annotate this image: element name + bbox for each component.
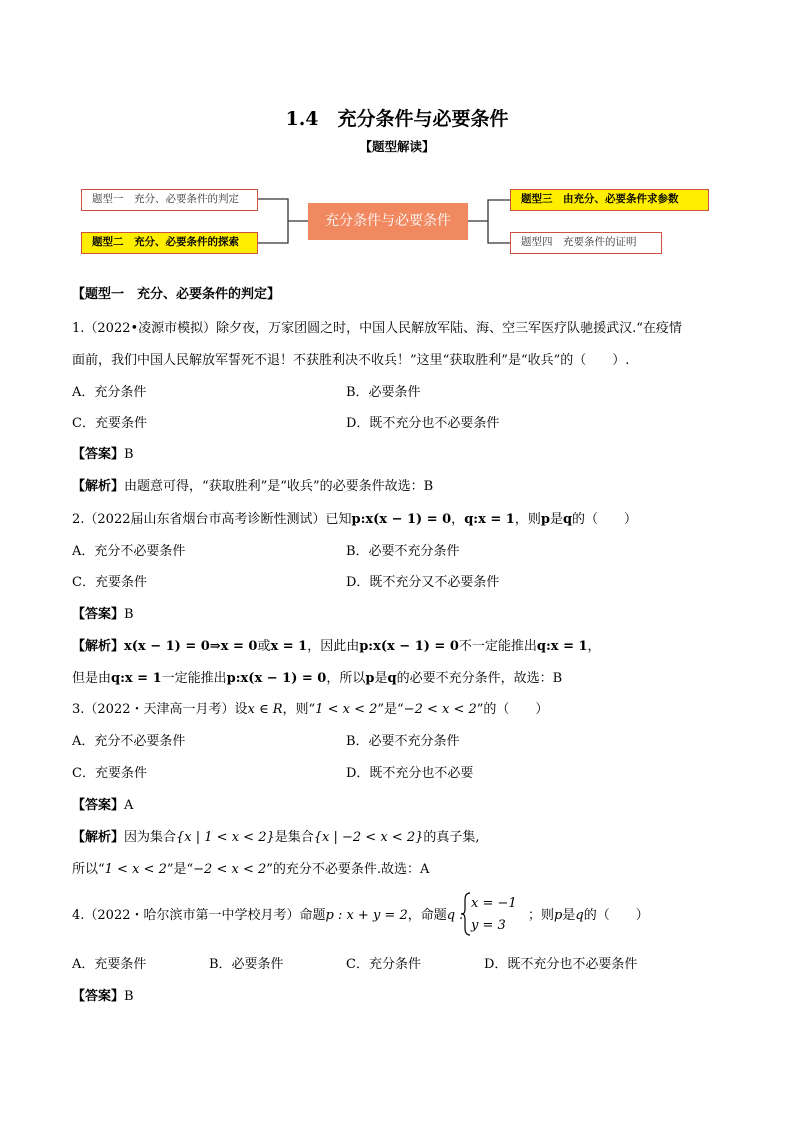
answer-value: B [124, 447, 134, 462]
section-heading: 【题型一 充分、必要条件的判定】 [72, 287, 281, 302]
q2-option-a: A．充分不必要条件 [72, 544, 186, 559]
q1-option-b: B．必要条件 [346, 385, 421, 400]
q2-a2-is: 是 [374, 671, 388, 686]
q2-a2-qq: q [387, 671, 397, 686]
answer-label: 【答案】 [72, 447, 125, 462]
q3-mid2: ”是“ [377, 702, 404, 717]
q3-mid1: ，则“ [282, 702, 316, 717]
q2-analysis-line2 [72, 667, 562, 686]
q3-answer [72, 794, 133, 813]
q4-stem-right [528, 904, 649, 923]
answer-label: 【答案】 [72, 989, 125, 1004]
mindmap-connectors [0, 0, 794, 300]
q4-option-d: D．既不充分也不必要条件 [484, 957, 638, 972]
mindmap-center: 充分条件与必要条件 [308, 203, 468, 240]
q4-prefix: 4.（2022・哈尔滨市第一中学校月考）命题 [72, 908, 326, 923]
q3-a2-start: 所以“ [72, 862, 105, 877]
analysis-label: 【解析】 [72, 830, 125, 845]
q2-a2-start: 但是由 [72, 671, 112, 686]
answer-value: B [124, 989, 134, 1004]
answer-value: A [124, 798, 134, 813]
q4-sys-eq1: x = −1 [471, 896, 517, 911]
q2-a1-end: 不一定能推出 [458, 639, 537, 654]
q4-option-c: C．充分条件 [346, 957, 421, 972]
q2-p: p [540, 512, 550, 527]
q3-a2-c1: 1 < x < 2 [104, 862, 167, 877]
q2-p-expr: p:x(x − 1) = 0 [351, 512, 452, 527]
q3-a1-set2: {x | −2 < x < 2} [313, 830, 424, 845]
page-title: 1.4 充分条件与必要条件 [285, 108, 509, 130]
q2-a1-comma: ， [587, 639, 601, 654]
q4-mid: ，命题 [407, 908, 447, 923]
q1-option-d: D．既不充分也不必要条件 [346, 416, 500, 431]
q3-cond1: 1 < x < 2 [315, 702, 378, 717]
answer-label: 【答案】 [72, 798, 125, 813]
q4-option-a: A．充要条件 [72, 957, 147, 972]
q2-a2-end: 的必要不充分条件，故选：B [396, 671, 563, 686]
q2-option-d: D．既不充分又不必要条件 [346, 575, 500, 590]
q2-a2-p: p:x(x − 1) = 0 [226, 671, 327, 686]
q4-is: 是 [562, 908, 576, 923]
q3-a1-end: 的真子集, [423, 830, 480, 845]
q2-is: 是 [549, 512, 563, 527]
q3-a2-c2: −2 < x < 2 [193, 862, 267, 877]
q4-q: q [575, 908, 584, 923]
q3-analysis-line2 [72, 858, 429, 877]
q3-analysis-line1 [72, 826, 480, 845]
q3-expr: x ∈ R [247, 702, 283, 717]
q3-a1-set1: {x | 1 < x < 2} [176, 830, 275, 845]
q2-then: ，则 [514, 512, 541, 527]
q2-a1-mid: ，因此由 [307, 639, 360, 654]
q4-p-expr: p : x + y = 2 [325, 908, 408, 923]
q2-of: 的（ ） [572, 512, 638, 527]
q2-a2-pp: p [365, 671, 375, 686]
q2-a2-mid: 一定能推出 [161, 671, 227, 686]
q3-a1-mid: 是集合 [274, 830, 314, 845]
q2-option-b: B．必要不充分条件 [346, 544, 460, 559]
q2-a1-x1: x = 1 [270, 639, 308, 654]
q2-prefix: 2.（2022届山东省烟台市高考诊断性测试）已知 [72, 512, 352, 527]
mindmap-node-type1: 题型一 充分、必要条件的判定 [81, 189, 258, 211]
q4-option-b: B．必要条件 [209, 957, 284, 972]
mindmap-node-type4: 题型四 充要条件的证明 [510, 232, 662, 254]
q2-answer [72, 603, 134, 622]
q3-option-a: A．充分不必要条件 [72, 734, 186, 749]
q2-sep: ， [451, 512, 465, 527]
page-subtitle: 【题型解读】 [359, 139, 435, 154]
q2-stem [72, 508, 637, 527]
q1-answer [72, 443, 134, 462]
q4-end-pre: ；则 [528, 908, 555, 923]
answer-label: 【答案】 [72, 607, 125, 622]
q2-a1-p: p:x(x − 1) = 0 [359, 639, 459, 654]
mindmap-node-type2: 题型二 充分、必要条件的探索 [81, 232, 258, 254]
q3-a1-start: 因为集合 [124, 830, 177, 845]
q3-option-d: D．既不充分也不必要 [346, 766, 474, 781]
q4-answer [72, 985, 134, 1004]
answer-value: B [124, 607, 134, 622]
q1-line2: 面前，我们中国人民解放军誓死不退！不获胜利决不收兵！”这里“获取胜利”是“收兵”的（ ）. [72, 353, 630, 368]
q2-q: q [562, 512, 573, 527]
q1-option-a: A．充分条件 [72, 385, 147, 400]
q3-option-b: B．必要不充分条件 [346, 734, 460, 749]
q2-a2-q: q:x = 1 [111, 671, 162, 686]
q2-a2-so: ，所以 [326, 671, 366, 686]
analysis-text: 由题意可得，“获取胜利”是“收兵”的必要条件故选：B [124, 479, 434, 494]
analysis-label: 【解析】 [72, 479, 125, 494]
q3-prefix: 3.（2022・天津高一月考）设 [72, 702, 248, 717]
q1-line1: 1.（2022•凌源市模拟）除夕夜，万家团圆之时，中国人民解放军陆、海、空三军医疗队驰援武汉.“在疫情 [72, 321, 682, 336]
q1-analysis [72, 475, 433, 494]
q4-end: 的（ ） [583, 908, 649, 923]
q2-option-c: C．充要条件 [72, 575, 147, 590]
mindmap-node-type3: 题型三 由充分、必要条件求参数 [510, 189, 709, 211]
q3-option-c: C．充要条件 [72, 766, 147, 781]
q2-q-expr: q:x = 1 [464, 512, 515, 527]
q4-p: p [554, 908, 563, 923]
q4-sys-eq2: y = 3 [471, 918, 506, 933]
q2-a1-or: 或 [257, 639, 271, 654]
q4-q-label: q : [446, 908, 464, 923]
q4-system [471, 893, 517, 937]
q2-a1-expr: x(x − 1) = 0⇒x = 0 [124, 639, 258, 654]
q1-option-c: C．充要条件 [72, 416, 147, 431]
q3-a2-mid: ”是“ [166, 862, 194, 877]
q3-a2-end: ”的充分不必要条件.故选：A [266, 862, 430, 877]
q2-analysis-line1 [72, 635, 601, 654]
q3-stem [72, 698, 548, 717]
q4-stem-left [72, 904, 464, 923]
analysis-label: 【解析】 [72, 639, 125, 654]
q3-cond2: −2 < x < 2 [403, 702, 477, 717]
q2-a1-q: q:x = 1 [536, 639, 588, 654]
q3-end: ”的（ ） [476, 702, 549, 717]
